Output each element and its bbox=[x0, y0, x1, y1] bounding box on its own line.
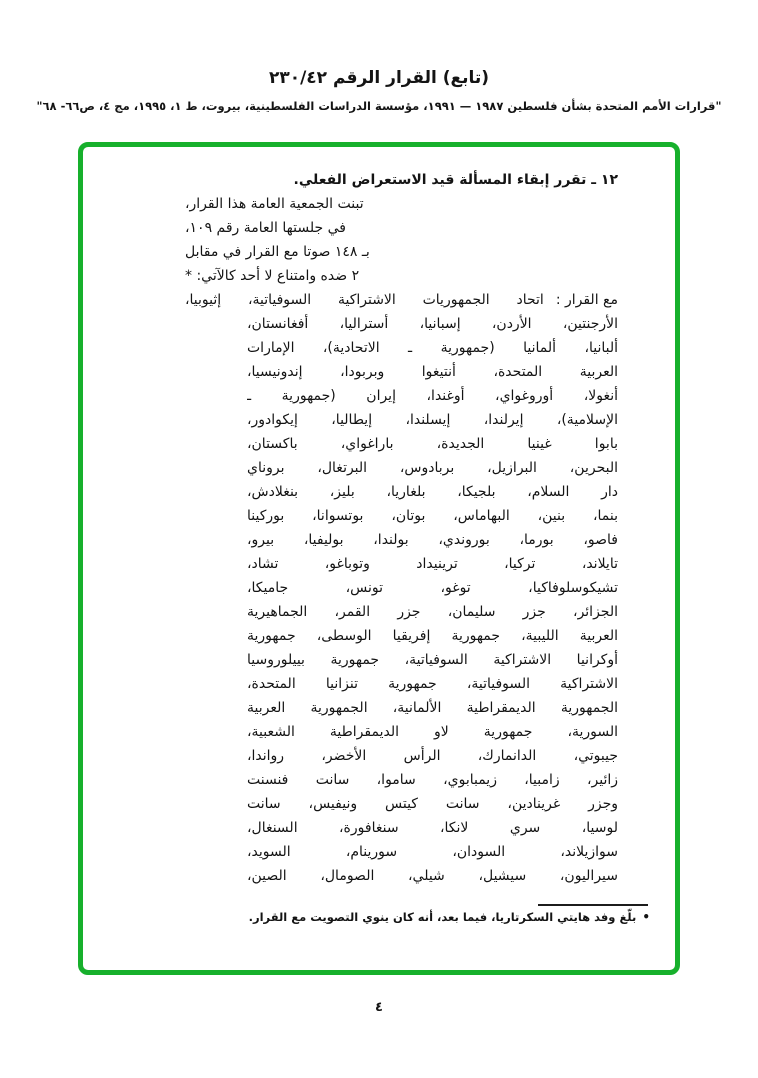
footnote-divider bbox=[538, 904, 648, 906]
country-list-line: ألبانيا، ألمانيا (جمهورية ـ الاتحادية)، الإمارات bbox=[247, 340, 618, 356]
country-list-line: اتحاد الجمهوريات الاشتراكية السوفياتية، إثيوبيا، bbox=[185, 292, 544, 308]
footnote-bullet-icon: • bbox=[642, 910, 650, 924]
country-list-line: البحرين، البرازيل، بربادوس، البرتغال، بروناي bbox=[247, 460, 618, 476]
vote-for-row bbox=[185, 288, 618, 312]
country-list-line: دار السلام، بلجيكا، بلغاريا، بليز، بنغلادش، bbox=[247, 484, 618, 500]
country-list-line: أنغولا، أوروغواي، أوغندا، إيران (جمهورية ـ bbox=[247, 388, 618, 404]
country-list-line: السورية، جمهورية لاو الديمقراطية الشعبية، bbox=[247, 724, 618, 740]
footnote bbox=[249, 910, 650, 924]
country-list-line: بابوا غينيا الجديدة، باراغواي، باكستان، bbox=[247, 436, 618, 452]
resolution-number: ٢٣٠/٤٢ bbox=[268, 68, 328, 88]
country-list-line: الجزائر، جزر سليمان، جزر القمر، الجماهيرية bbox=[247, 604, 618, 620]
country-list-line: العربية المتحدة، أنتيغوا وبربودا، إندونيسيا، bbox=[247, 364, 618, 380]
country-list-line: تشيكوسلوفاكيا، توغو، تونس، جاميكا، bbox=[247, 580, 618, 596]
resolution-text-block bbox=[185, 168, 618, 888]
adoption-line: بـ ١٤٨ صوتا مع القرار في مقابل bbox=[185, 244, 370, 260]
country-list-line: فاصو، بورما، بوروندي، بولندا، بوليفيا، بيرو، bbox=[247, 532, 618, 548]
resolution-continuation-label: (تابع) القرار الرقم bbox=[332, 68, 490, 88]
country-list-line: الإسلامية)، إيرلندا، إيسلندا، إيطاليا، إيكوادور، bbox=[247, 412, 618, 428]
adoption-line: في جلستها العامة رقم ١٠٩، bbox=[185, 220, 346, 236]
country-list-line: الأرجنتين، الأردن، إسبانيا، أستراليا، أفغانستان، bbox=[247, 316, 618, 332]
country-list-line: لوسيا، سري لانكا، سنغافورة، السنغال، bbox=[247, 820, 618, 836]
country-list-line: سوازيلاند، السودان، سورينام، السويد، bbox=[247, 844, 618, 860]
adoption-line: تبنت الجمعية العامة هذا القرار، bbox=[185, 196, 364, 212]
operative-clause: ١٢ ـ تقرر إبقاء المسألة قيد الاستعراض الفعلي. bbox=[293, 172, 618, 188]
country-list-line: جيبوتي، الدانمارك، الرأس الأخضر، رواندا، bbox=[247, 748, 618, 764]
country-list-line: وجزر غرينادين، سانت كيتس ونيفيس، سانت bbox=[247, 796, 618, 812]
country-list-line: أوكرانيا الاشتراكية السوفياتية، جمهورية بييلوروسيا bbox=[247, 652, 618, 668]
footnote-text: بلّغ وفد هايتي السكرتاريا، فيما بعد، أنه كان ينوي التصويت مع القرار. bbox=[248, 910, 637, 924]
country-list-line: الجمهورية الديمقراطية الألمانية، الجمهورية العربية bbox=[247, 700, 618, 716]
adoption-line: ٢ ضده وامتناع لا أحد كالآتي: * bbox=[185, 268, 360, 284]
page-number: ٤ bbox=[375, 1000, 383, 1015]
country-list-line: تايلاند، تركيا، ترينيداد وتوباغو، تشاد، bbox=[247, 556, 618, 572]
page-title bbox=[0, 68, 758, 88]
country-list-line: سيراليون، سيشيل، شيلي، الصومال، الصين، bbox=[247, 868, 618, 884]
page-header bbox=[0, 68, 758, 113]
country-list-line: الاشتراكية السوفياتية، جمهورية تنزانيا المتحدة، bbox=[247, 676, 618, 692]
resolution-frame bbox=[78, 142, 680, 975]
country-list-line: زائير، زامبيا، زيمبابوي، ساموا، سانت فنسنت bbox=[247, 772, 618, 788]
country-list-line: العربية الليبية، جمهورية إفريقيا الوسطى، جمهورية bbox=[247, 628, 618, 644]
vote-for-label: مع القرار : bbox=[555, 292, 618, 308]
country-list-line: بنما، بنين، البهاماس، بوتان، بوتسوانا، بوركينا bbox=[247, 508, 618, 524]
source-citation: "قرارات الأمم المتحدة بشأن فلسطين ١٩٨٧ — ١٩٩١، مؤسسة الدراسات الفلسطينية، بيروت، ط ١، ١٩٩٥، مج ٤، ص٦٦- ٦٨" bbox=[36, 99, 722, 113]
